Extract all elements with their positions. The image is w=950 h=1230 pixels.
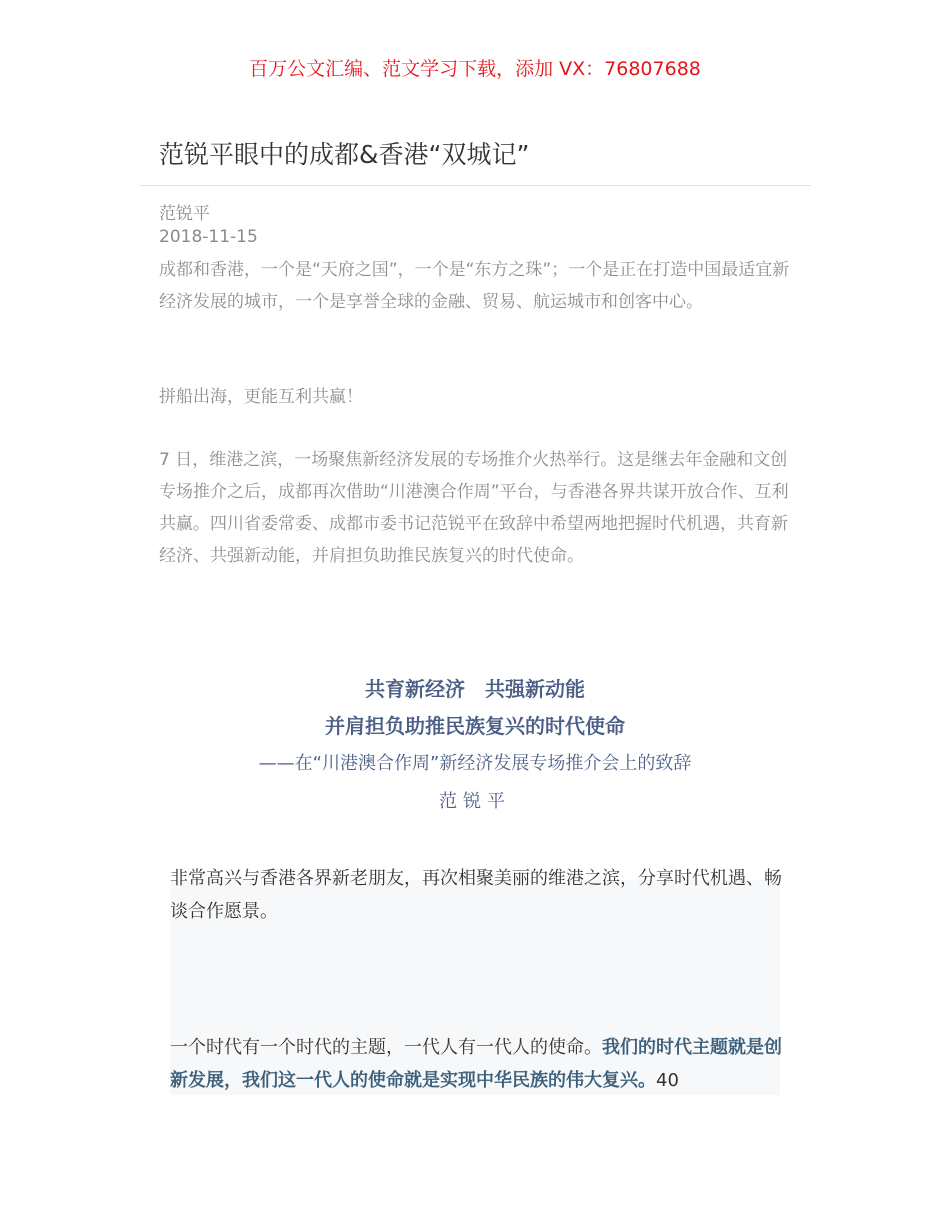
speech-body-paragraph-2 [170, 1031, 782, 1097]
article-author: 范锐平 [159, 204, 210, 224]
speech-body-plain-text: 一个时代有一个时代的主题，一代人有一代人的使命。 [170, 1037, 602, 1058]
speech-speaker: 范锐平 [439, 791, 511, 812]
article-date: 2018-11-15 [159, 227, 258, 247]
slogan-paragraph: 拼船出海，更能互利共赢！ [159, 387, 363, 407]
speech-heading-1: 共育新经济 共强新动能 [365, 677, 585, 701]
speech-body-tail-text: 40 [656, 1070, 679, 1091]
title-divider [140, 185, 811, 186]
intro-paragraph: 成都和香港，一个是“天府之国”，一个是“东方之珠”；一个是正在打造中国最适宜新经济发展的城市，一个是享誉全球的金融、贸易、航运城市和创客中心。 [159, 260, 790, 312]
promo-banner: 百万公文汇编、范文学习下载，添加 VX：76807688 [249, 58, 701, 80]
speech-body-emphasis-text: 我们的时代主题就是创新发展，我们这一代人的使命就是实现中华民族的伟大复兴。 [170, 1037, 782, 1091]
speech-body-paragraph-1: 非常高兴与香港各界新老朋友，再次相聚美丽的维港之滨，分享时代机遇、畅谈合作愿景。 [170, 868, 782, 922]
article-title: 范锐平眼中的成都&香港“双城记” [159, 140, 530, 169]
speech-heading-2: 并肩担负助推民族复兴的时代使命 [325, 714, 625, 738]
event-paragraph: 7 日，维港之滨，一场聚焦新经济发展的专场推介火热举行。这是继去年金融和文创专场推介之后，成都再次借助“川港澳合作周”平台，与香港各界共谋开放合作、互利共赢。四川省委常委、成都市委书记范锐平在致辞中希望两地把握时代机遇，共育新经济、共强新动能，并肩担负助推民族复兴的时代使命。 [159, 450, 789, 566]
speech-subtitle: ——在“川港澳合作周”新经济发展专场推介会上的致辞 [258, 753, 692, 774]
